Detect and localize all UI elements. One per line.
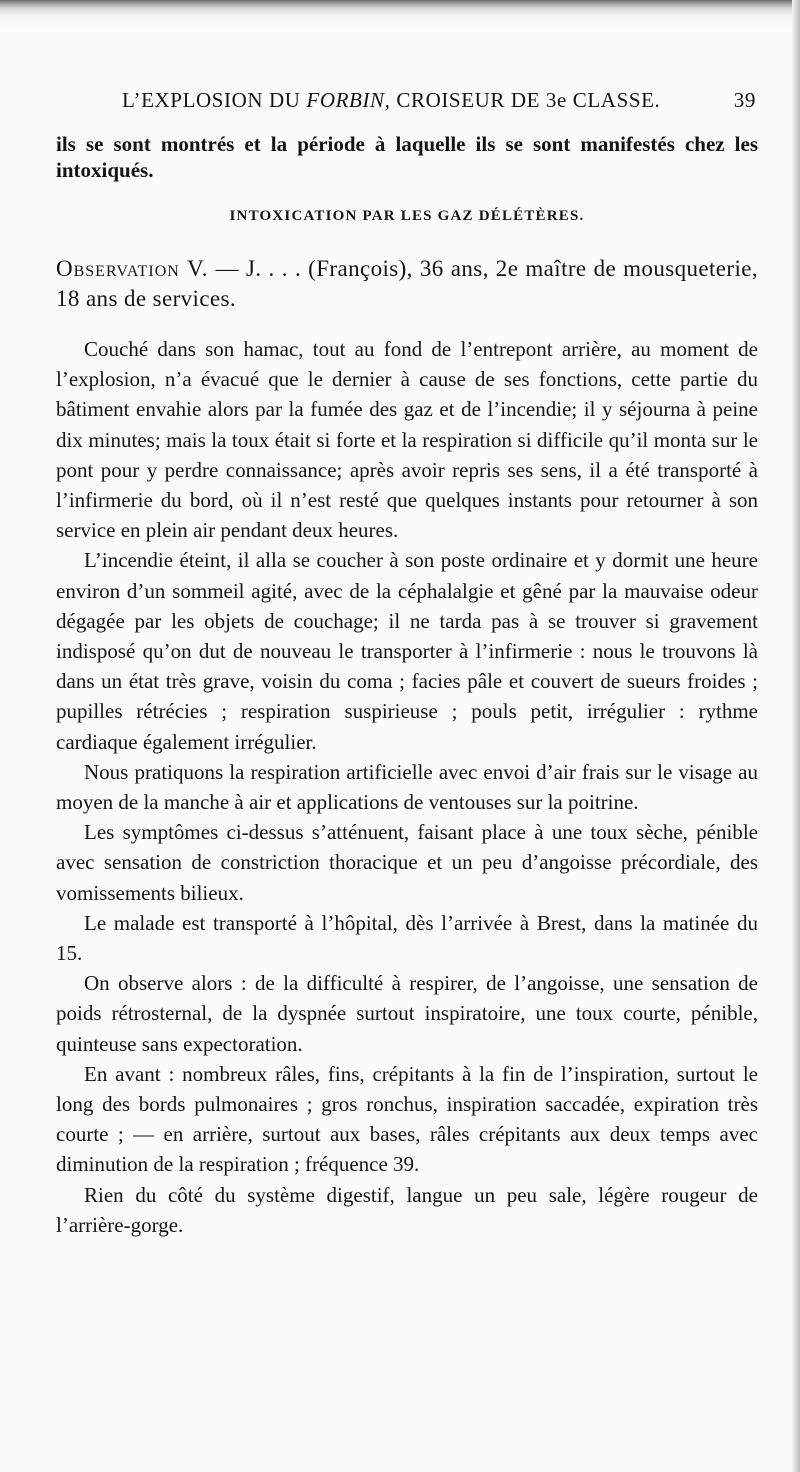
body-paragraph: Couché dans son hamac, tout au fond de l’entrepont arrière, au moment de l’explosion, n’a évacué que le dernier à cause de ses fonctions, cette partie du bâtiment envahie alors par la fumée des gaz et de l’incendie; il y séjourna à peine dix minutes; mais la toux était si forte et la respiration si difficile qu’il monta sur le pont pour y perdre connaissance; après avoir repris ses sens, il a été transporté à l’infirmerie du bord, où il n’est resté que quelques instants pour retourner à son service en plein air pendant deux heures. [56, 337, 758, 543]
body-paragraph: En avant : nombreux râles, fins, crépitants à la fin de l’inspiration, surtout le long des bords pulmonaires ; gros ronchus, inspiration saccadée, expiration très courte ; — en arrière, surtout aux bases, râles crépitants aux deux temps avec diminution de la respiration ; fréquence 39. [56, 1061, 758, 1177]
body-text [56, 334, 758, 1240]
running-header [56, 88, 756, 118]
running-title-post: , CROISEUR DE 3e CLASSE. [384, 88, 661, 112]
running-title [122, 88, 660, 113]
body-paragraph: Rien du côté du système digestif, langue un peu sale, légère rougeur de l’arrière-gorge. [56, 1182, 758, 1237]
body-paragraph: On observe alors : de la difficulté à respirer, de l’angoisse, une sensation de poids rétrosternal, de la dyspnée surtout inspiratoire, une toux courte, pénible, quinteuse sans expectoration. [56, 971, 758, 1056]
observation-text: — J. . . . (François), 36 ans, 2e maître de mousqueterie, 18 ans de services. [56, 256, 758, 311]
page-number: 39 [733, 88, 756, 112]
observation-heading [56, 254, 758, 314]
running-title-ship: FORBIN [306, 88, 385, 112]
running-title-pre: L’EXPLOSION DU [122, 88, 307, 112]
observation-label: Observation V. [56, 256, 209, 281]
body-paragraph: L’incendie éteint, il alla se coucher à son poste ordinaire et y dormit une heure environ d’un sommeil agité, avec de la céphalalgie et gêné par la mauvaise odeur dégagée par les objets de couchage; il ne tarda pas à se trouver si gravement indisposé qu’on dut de nouveau le transporter à l’infirmerie : nous le trouvons là dans un état très grave, voisin du coma ; facies pâle et couvert de sueurs froides ; pupilles rétrécies ; respiration suspirieuse ; pouls petit, irrégulier : rythme cardiaque également irrégulier. [56, 548, 758, 754]
intro-text [56, 132, 758, 183]
body-paragraph: Les symptômes ci-dessus s’atténuent, faisant place à une toux sèche, pénible avec sensation de constriction thoracique et un peu d’angoisse précordiale, des vomissements bilieux. [56, 820, 758, 905]
body-paragraph: Le malade est transporté à l’hôpital, dès l’arrivée à Brest, dans la matinée du 15. [56, 910, 758, 966]
section-heading: INTOXICATION PAR LES GAZ DÉLÉTÈRES. [229, 208, 585, 224]
body-paragraph: Nous pratiquons la respiration artificielle avec envoi d’air frais sur le visage au moyen de la manche à air et applications de ventouses sur la poitrine. [56, 759, 758, 815]
intro-paragraph: ils se sont montrés et la période à laquelle ils se sont manifestés chez les intoxiqués. [56, 132, 758, 182]
page-edge-shadow [792, 0, 800, 1472]
